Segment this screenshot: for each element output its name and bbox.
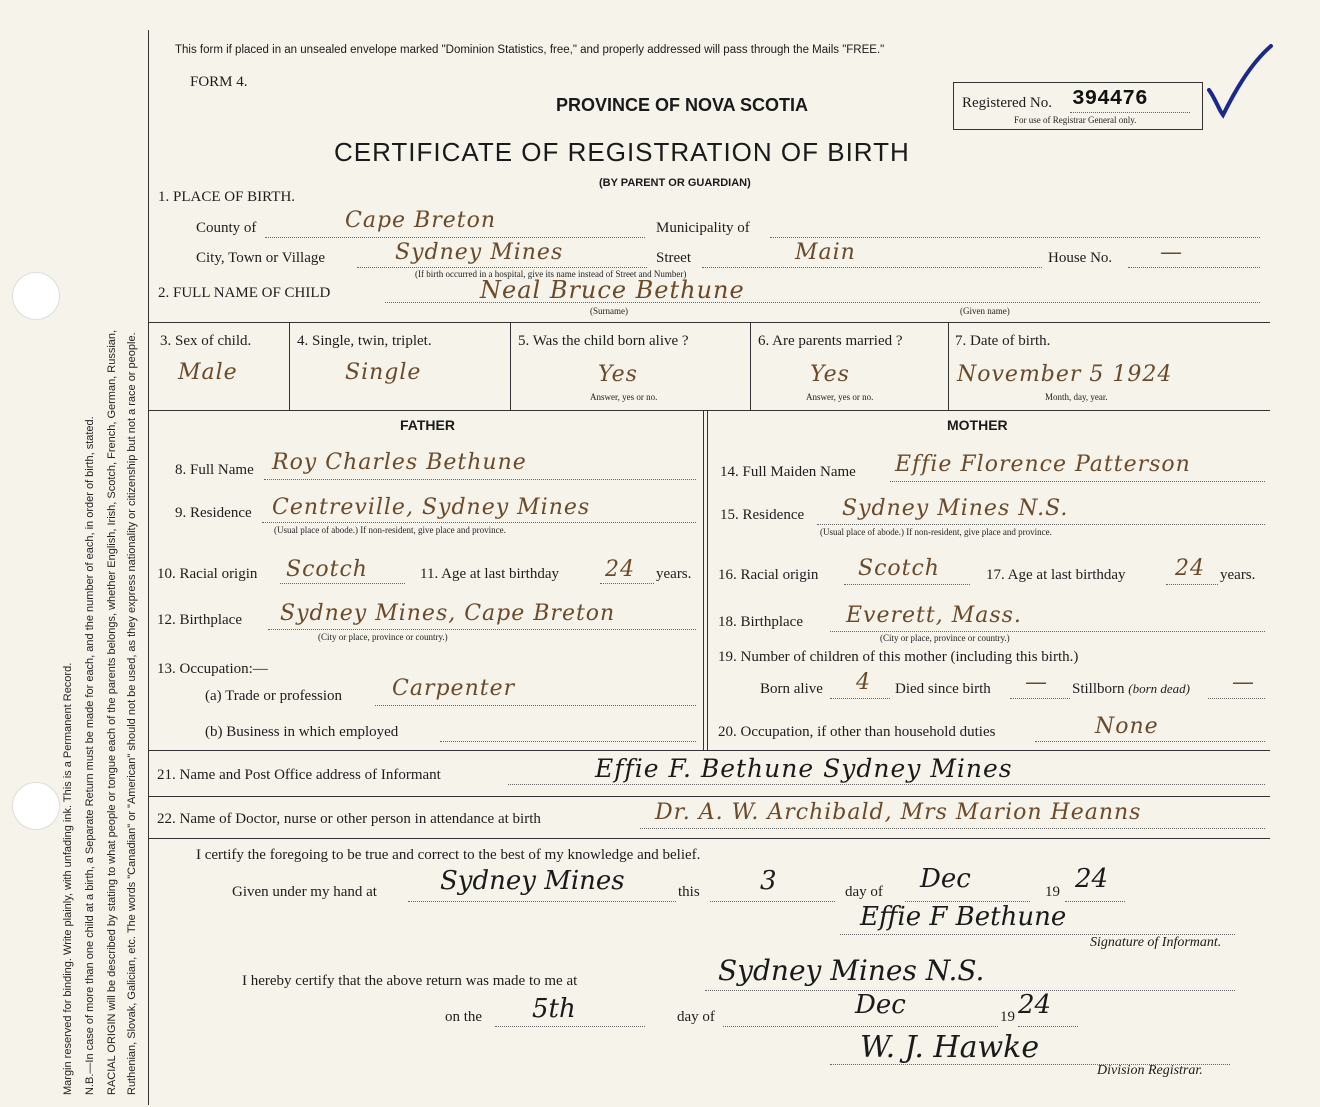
registered-number-box — [953, 82, 1203, 130]
born-alive-answer-note: Answer, yes or no. — [590, 392, 658, 402]
married-answer-note: Answer, yes or no. — [806, 392, 874, 402]
informant-label: 21. Name and Post Office address of Informant — [157, 767, 441, 783]
died-since-birth-label: Died since birth — [895, 681, 991, 697]
mother-children-label: 19. Number of children of this mother (including this birth.) — [718, 649, 1079, 665]
died-since-birth-value: — — [1025, 670, 1048, 695]
mother-race-value: Scotch — [858, 556, 940, 581]
province-title: PROVINCE OF NOVA SCOTIA — [556, 95, 809, 115]
father-age-label: 11. Age at last birthday — [420, 566, 559, 582]
hospital-note: (If birth occurred in a hospital, give its name instead of Street and Number) — [415, 269, 687, 279]
mother-birthplace-value: Everett, Mass. — [846, 603, 1022, 628]
father-birthplace-note: (City or place, province or country.) — [318, 632, 448, 642]
mail-notice: This form if placed in an unsealed envelope marked "Dominion Statistics, free," and properly addressed will pass through the Mails "FREE." — [175, 44, 885, 56]
house-number-value: — — [1160, 240, 1183, 265]
informant-signature-label: Signature of Informant. — [1090, 935, 1222, 950]
given-name-note: (Given name) — [960, 306, 1010, 316]
place-of-birth-label: 1. PLACE OF BIRTH. — [158, 189, 296, 205]
mother-heading: MOTHER — [947, 417, 1008, 433]
father-occupation-label: 13. Occupation:— — [157, 661, 268, 677]
given-day-value: 3 — [760, 866, 777, 896]
registered-value: 394476 — [1072, 88, 1148, 111]
father-years-label: years. — [656, 566, 692, 582]
date-of-birth-note: Month, day, year. — [1045, 392, 1108, 402]
mother-name-label: 14. Full Maiden Name — [720, 464, 856, 480]
stillborn-label — [1072, 681, 1190, 698]
date-of-birth-value: November 5 1924 — [957, 362, 1173, 387]
county-value: Cape Breton — [345, 208, 497, 233]
binding-hole-bottom — [12, 782, 60, 830]
return-on-the-label: on the — [445, 1009, 483, 1025]
return-year-value: 24 — [1018, 990, 1052, 1020]
given-month-value: Dec — [920, 864, 971, 894]
city-label: City, Town or Village — [196, 250, 326, 266]
given-under-hand-label: Given under my hand at — [232, 884, 377, 900]
father-age-value: 24 — [605, 557, 635, 582]
given-day-of-label: day of — [845, 884, 883, 900]
born-alive-count-value: 4 — [856, 670, 871, 695]
mother-occupation-label: 20. Occupation, if other than household duties — [718, 724, 996, 740]
municipality-label: Municipality of — [656, 220, 750, 236]
informant-value: Effie F. Bethune Sydney Mines — [595, 754, 1013, 783]
mother-race-label: 16. Racial origin — [718, 567, 819, 583]
father-business-label: (b) Business in which employed — [205, 724, 399, 740]
registrar-signature: W. J. Hawke — [860, 1030, 1040, 1065]
certify-statement: I certify the foregoing to be true and correct to the best of my knowledge and belief. — [196, 847, 701, 863]
margin-rule — [148, 30, 149, 1105]
father-race-label: 10. Racial origin — [157, 566, 258, 582]
child-name-label: 2. FULL NAME OF CHILD — [158, 285, 331, 301]
parents-married-label: 6. Are parents married ? — [758, 333, 903, 349]
father-birthplace-label: 12. Birthplace — [157, 612, 242, 628]
mother-years-label: years. — [1220, 567, 1256, 583]
father-residence-value: Centreville, Sydney Mines — [272, 495, 591, 520]
father-heading: FATHER — [400, 417, 455, 433]
doctor-value: Dr. A. W. Archibald, Mrs Marion Heanns — [655, 800, 1142, 825]
return-statement: I hereby certify that the above return was made to me at — [242, 973, 578, 989]
father-trade-label: (a) Trade or profession — [205, 688, 343, 704]
return-day-value: 5th — [532, 994, 576, 1024]
return-year-prefix: 19 — [1000, 1009, 1015, 1025]
certificate-subtitle: (BY PARENT OR GUARDIAN) — [599, 177, 751, 189]
mother-age-value: 24 — [1175, 556, 1205, 581]
mother-residence-value: Sydney Mines N.S. — [842, 496, 1069, 521]
father-birthplace-value: Sydney Mines, Cape Breton — [280, 601, 616, 626]
sex-value: Male — [178, 360, 238, 385]
father-trade-value: Carpenter — [392, 676, 516, 701]
date-of-birth-label: 7. Date of birth. — [955, 333, 1051, 349]
registrar-use-note: For use of Registrar General only. — [1014, 115, 1137, 125]
father-name-label: 8. Full Name — [175, 462, 254, 478]
plurality-label: 4. Single, twin, triplet. — [297, 333, 432, 349]
surname-note: (Surname) — [590, 306, 628, 316]
parents-married-value: Yes — [810, 362, 850, 387]
return-place-value: Sydney Mines N.S. — [718, 954, 985, 987]
margin-note-3: RACIAL ORIGIN will be described by stating to what people or tongue each of the parents belongs, whether English, Irish, Scotch, French, German, Russian, — [106, 329, 118, 1095]
father-residence-note: (Usual place of abode.) If non-resident, give place and province. — [274, 525, 506, 535]
father-race-value: Scotch — [286, 557, 368, 582]
registrar-signature-label: Division Registrar. — [1097, 1063, 1203, 1078]
mother-residence-note: (Usual place of abode.) If non-resident, give place and province. — [820, 527, 1052, 537]
child-name-value: Neal Bruce Bethune — [480, 276, 745, 304]
house-number-label: House No. — [1048, 250, 1113, 266]
mother-occupation-value: None — [1095, 714, 1159, 739]
mother-name-value: Effie Florence Patterson — [895, 452, 1191, 477]
given-year-value: 24 — [1075, 864, 1109, 894]
plurality-value: Single — [345, 360, 422, 385]
doctor-label: 22. Name of Doctor, nurse or other person in attendance at birth — [157, 811, 541, 827]
given-year-prefix: 19 — [1045, 884, 1060, 900]
stillborn-note: (born dead) — [1128, 681, 1191, 696]
this-label: this — [678, 884, 700, 900]
mother-birthplace-label: 18. Birthplace — [718, 614, 803, 630]
born-alive-value: Yes — [598, 362, 638, 387]
certificate-title: CERTIFICATE OF REGISTRATION OF BIRTH — [334, 137, 910, 167]
margin-note-1: Margin reserved for binding. Write plainly, with unfading ink. This is a Permanent Record. — [62, 662, 74, 1095]
checkmark-icon — [1205, 40, 1275, 120]
father-name-value: Roy Charles Bethune — [272, 450, 527, 475]
county-label: County of — [196, 220, 257, 236]
form-number: FORM 4. — [190, 74, 248, 90]
binding-hole-top — [12, 272, 60, 320]
city-value: Sydney Mines — [395, 240, 564, 265]
mother-birthplace-note: (City or place, province or country.) — [880, 633, 1010, 643]
father-residence-label: 9. Residence — [175, 505, 252, 521]
given-place-value: Sydney Mines — [440, 866, 625, 896]
born-alive-count-label: Born alive — [760, 681, 823, 697]
margin-note-2: N.B.—In case of more than one child at a birth, a Separate Return must be made for each, and the number of each, in order of birth, stated. — [84, 416, 96, 1095]
mother-age-label: 17. Age at last birthday — [986, 567, 1126, 583]
born-alive-label: 5. Was the child born alive ? — [518, 333, 689, 349]
return-month-value: Dec — [855, 990, 906, 1020]
mother-residence-label: 15. Residence — [720, 507, 805, 523]
registered-label: Registered No. — [962, 95, 1052, 111]
street-value: Main — [795, 240, 856, 265]
street-label: Street — [656, 250, 691, 266]
sex-label: 3. Sex of child. — [160, 333, 252, 349]
margin-note-4: Ruthenian, Slovak, Galician, etc. The words "Canadian" or "American" should not be used, as they express nationality or citizenship but not a race or people. — [126, 332, 138, 1095]
stillborn-text: Stillborn — [1072, 681, 1125, 697]
informant-signature: Effie F Bethune — [860, 902, 1067, 932]
stillborn-value: — — [1232, 670, 1255, 695]
return-day-of-label: day of — [677, 1009, 715, 1025]
